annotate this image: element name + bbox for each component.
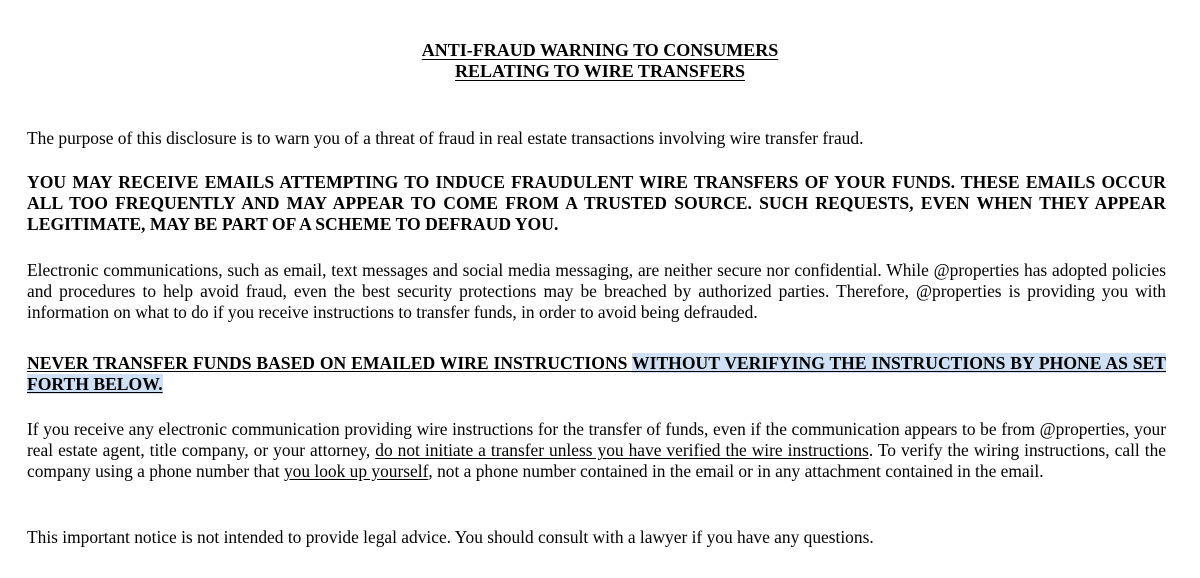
never-transfer-paragraph: [27, 353, 1166, 395]
verification-text-3: , not a phone number contained in the email or in any attachment contained in the email.: [428, 461, 1044, 481]
warning-paragraph: YOU MAY RECEIVE EMAILS ATTEMPTING TO INDUCE FRAUDULENT WIRE TRANSFERS OF YOUR FUNDS. THESE EMAILS OCCUR ALL TOO FREQUENTLY AND MAY APPEAR TO COME FROM A TRUSTED SOURCE. SUCH REQUESTS, EVEN WHEN THEY APPEAR LEGITIMATE, MAY BE PART OF A SCHEME TO DEFRAUD YOU.: [27, 172, 1166, 234]
title-line-2: RELATING TO WIRE TRANSFERS: [455, 61, 745, 81]
verification-text-2: . To verify the wiring instructions, call the company using a phone number that: [27, 440, 1166, 481]
never-transfer-highlighted-text[interactable]: WITHOUT VERIFYING THE INSTRUCTIONS BY PHONE AS SET FORTH BELOW.: [27, 353, 1166, 394]
verification-text-1: If you receive any electronic communication providing wire instructions for the transfer of funds, even if the communication appears to be from @properties, your real estate agent, title company, or your attorney,: [27, 419, 1166, 460]
never-transfer-text: NEVER TRANSFER FUNDS BASED ON EMAILED WIRE INSTRUCTIONS: [27, 353, 632, 373]
electronic-communications-paragraph: Electronic communications, such as email, text messages and social media messaging, are neither secure nor confidential. While @properties has adopted policies and procedures to help avoid fraud, even the best security protections may be breached by authorized parties. Therefore, @properties is providing you with information on what to do if you receive instructions to transfer funds, in order to avoid being defrauded.: [27, 260, 1166, 322]
verification-underline-2: you look up yourself: [283, 461, 429, 481]
verification-paragraph: [27, 419, 1166, 482]
document-title: [0, 40, 1200, 82]
legal-notice-paragraph: This important notice is not intended to provide legal advice. You should consult with a lawyer if you have any questions.: [27, 527, 874, 547]
purpose-paragraph: The purpose of this disclosure is to warn you of a threat of fraud in real estate transactions involving wire transfer fraud.: [27, 128, 864, 148]
verification-underline-1: do not initiate a transfer unless you have verified the wire instructions: [375, 440, 869, 460]
title-line-1: ANTI-FRAUD WARNING TO CONSUMERS: [421, 40, 779, 60]
